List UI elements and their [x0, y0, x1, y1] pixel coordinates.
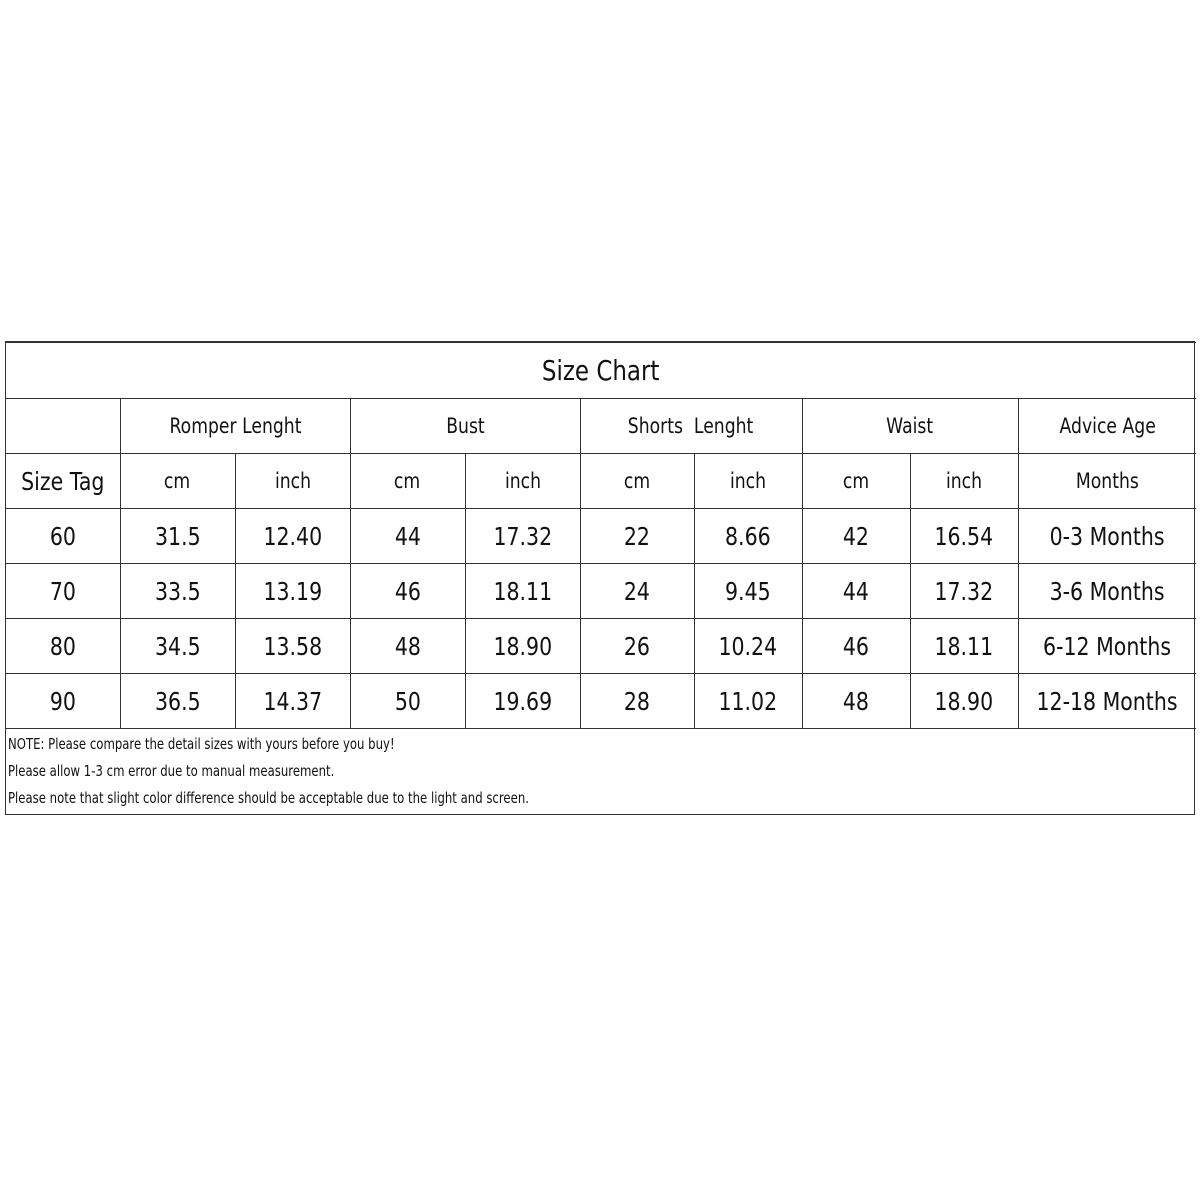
- header-unit-3: cm: [350, 454, 465, 509]
- header-bust: Bust: [350, 399, 580, 454]
- table-cell: 28: [580, 674, 694, 729]
- table-row: [6, 619, 1196, 674]
- table-cell: 36.5: [120, 674, 235, 729]
- table-cell: 3-6 Months: [1018, 564, 1196, 619]
- size-tag-cell: 60: [6, 509, 120, 564]
- table-cell: 18.11: [465, 564, 580, 619]
- table-body: [6, 509, 1196, 729]
- table-cell: 48: [350, 619, 465, 674]
- table-cell: 10.24: [694, 619, 802, 674]
- table-cell: 9.45: [694, 564, 802, 619]
- size-tag-cell: 70: [6, 564, 120, 619]
- table-cell: 14.37: [235, 674, 350, 729]
- table-row: [6, 564, 1196, 619]
- table-cell: 11.02: [694, 674, 802, 729]
- table-cell: 12.40: [235, 509, 350, 564]
- table-cell: 22: [580, 509, 694, 564]
- table-cell: 13.58: [235, 619, 350, 674]
- header-romper-length: Romper Lenght: [120, 399, 350, 454]
- table-cell: 31.5: [120, 509, 235, 564]
- table-cell: 17.32: [465, 509, 580, 564]
- header-waist: Waist: [802, 399, 1018, 454]
- table-cell: 8.66: [694, 509, 802, 564]
- table-cell: 44: [802, 564, 910, 619]
- size-tag-cell: 90: [6, 674, 120, 729]
- header-unit-9: Months: [1018, 454, 1196, 509]
- title-row: [6, 343, 1196, 399]
- header-shorts-length: Shorts Lenght: [580, 399, 802, 454]
- table-cell: 17.32: [910, 564, 1018, 619]
- empty-header-cell: [6, 399, 120, 454]
- note-line-1: NOTE: Please compare the detail sizes with yours before you buy!: [8, 735, 395, 753]
- size-tag-cell: 80: [6, 619, 120, 674]
- header-unit-2: inch: [235, 454, 350, 509]
- table-cell: 44: [350, 509, 465, 564]
- table-cell: 16.54: [910, 509, 1018, 564]
- table-row: [6, 509, 1196, 564]
- note-line-3: Please note that slight color difference should be acceptable due to the light and screen.: [8, 789, 529, 807]
- table-cell: 34.5: [120, 619, 235, 674]
- table-cell: 18.90: [465, 619, 580, 674]
- header-unit-6: inch: [694, 454, 802, 509]
- table-title: Size Chart: [6, 343, 1196, 399]
- table-cell: 50: [350, 674, 465, 729]
- table-cell: 24: [580, 564, 694, 619]
- header-unit-4: inch: [465, 454, 580, 509]
- table-cell: 46: [350, 564, 465, 619]
- note-line-2: Please allow 1-3 cm error due to manual measurement.: [8, 762, 335, 780]
- units-header-row: [6, 454, 1196, 509]
- table-row: [6, 674, 1196, 729]
- header-unit-8: inch: [910, 454, 1018, 509]
- header-unit-1: cm: [120, 454, 235, 509]
- table-cell: 18.90: [910, 674, 1018, 729]
- table-cell: 26: [580, 619, 694, 674]
- table-cell: 42: [802, 509, 910, 564]
- header-size-tag: Size Tag: [6, 454, 120, 509]
- header-advice-age: Advice Age: [1018, 399, 1196, 454]
- table-cell: 12-18 Months: [1018, 674, 1196, 729]
- table-cell: 13.19: [235, 564, 350, 619]
- header-unit-7: cm: [802, 454, 910, 509]
- table-cell: 46: [802, 619, 910, 674]
- size-chart: [5, 341, 1195, 815]
- header-unit-5: cm: [580, 454, 694, 509]
- table-cell: 6-12 Months: [1018, 619, 1196, 674]
- notes-section: [6, 729, 1194, 812]
- table-cell: 33.5: [120, 564, 235, 619]
- size-table: [6, 342, 1196, 729]
- table-cell: 19.69: [465, 674, 580, 729]
- group-header-row: [6, 399, 1196, 454]
- table-cell: 0-3 Months: [1018, 509, 1196, 564]
- table-cell: 18.11: [910, 619, 1018, 674]
- table-cell: 48: [802, 674, 910, 729]
